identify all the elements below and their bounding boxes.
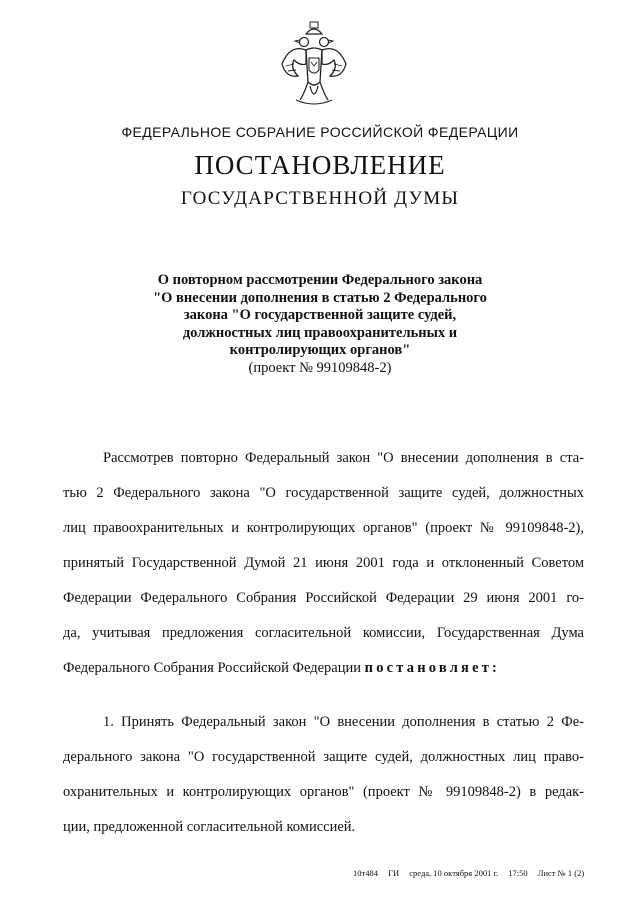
document-type-heading: ПОСТАНОВЛЕНИЕ xyxy=(194,150,446,180)
footer-date: среда, 10 октября 2001 г. xyxy=(409,868,499,878)
coat-of-arms-emblem xyxy=(276,20,352,110)
footer-time: 17:50 xyxy=(508,868,528,878)
text-line: охранительных и контролирующих органов" (проект № 99109848-2) в редак- xyxy=(63,784,584,800)
text-line: Рассмотрев повторно Федеральный закон "О внесении дополнения в ста- xyxy=(103,450,584,466)
decree-word: постановляет: xyxy=(364,660,501,676)
page-footer xyxy=(353,868,592,878)
text-line xyxy=(63,658,584,693)
title-line: О повторном рассмотрении Федерального закона xyxy=(157,272,483,288)
preamble-paragraph xyxy=(63,448,584,693)
text-line: тью 2 Федерального закона "О государственной защите судей, должностных xyxy=(63,485,584,501)
project-number: (проект № 99109848-2) xyxy=(248,359,392,376)
document-issuer-heading: ГОСУДАРСТВЕННОЙ ДУМЫ xyxy=(180,188,460,209)
text-fragment: Федерального Собрания Российской Федерации xyxy=(63,660,362,676)
text-line: ции, предложенной согласительной комиссией. xyxy=(63,819,356,835)
text-line: Федерации Федерального Собрания Российской Федерации 29 июня 2001 го- xyxy=(63,590,584,606)
text-line: дерального закона "О государственной защите судей, должностных лиц право- xyxy=(63,749,584,765)
footer-code: 10т484 xyxy=(353,868,378,878)
text-line: 1. Принять Федеральный закон "О внесении дополнения в статью 2 Фе- xyxy=(103,714,584,730)
text-line: да, учитывая предложения согласительной комиссии, Государственная Дума xyxy=(63,625,584,641)
organization-name: ФЕДЕРАЛЬНОЕ СОБРАНИЕ РОССИЙСКОЙ ФЕДЕРАЦИИ xyxy=(121,124,519,140)
footer-sheet: Лист № 1 (2) xyxy=(537,868,585,878)
title-line: закона "О государственной защите судей, xyxy=(183,307,457,324)
title-line: контролирующих органов" xyxy=(229,342,411,359)
resolution-title xyxy=(0,272,640,378)
title-line: должностных лиц правоохранительных и xyxy=(182,324,458,341)
title-line: "О внесении дополнения в статью 2 Федерального xyxy=(153,289,487,306)
text-line: принятый Государственной Думой 21 июня 2001 года и отклоненный Советом xyxy=(63,555,584,571)
clause-1-paragraph xyxy=(63,712,584,852)
text-line: лиц правоохранительных и контролирующих органов" (проект № 99109848-2), xyxy=(63,520,584,536)
footer-initials: ГИ xyxy=(388,868,400,878)
